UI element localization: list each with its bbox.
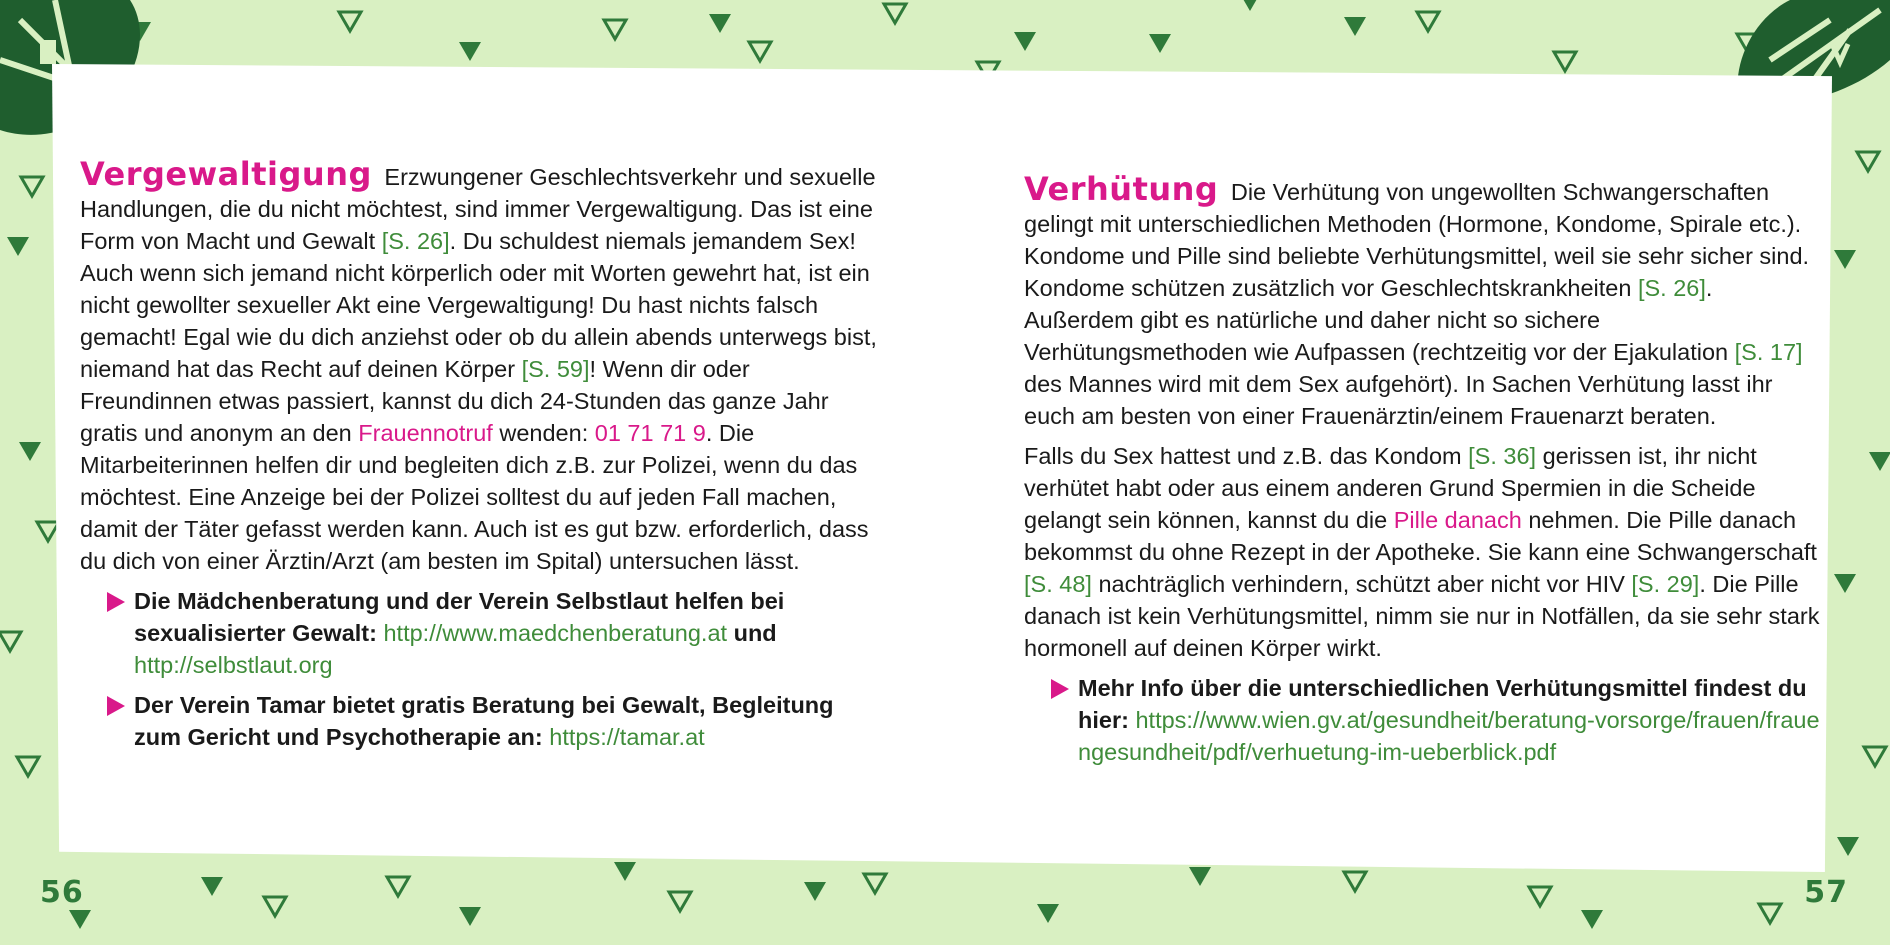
resource-list	[1024, 672, 1824, 768]
triangle-decoration	[1554, 52, 1576, 71]
triangle-decoration	[1149, 34, 1171, 53]
phone-number[interactable]: 01 71 71 9	[594, 420, 706, 446]
triangle-decoration	[37, 522, 59, 541]
page-number-right: 57	[1804, 875, 1848, 910]
triangle-decoration	[21, 177, 43, 196]
page-reference[interactable]: [S. 59]	[521, 356, 590, 382]
triangle-decoration	[0, 632, 21, 651]
arrow-right-icon	[107, 592, 125, 612]
triangle-decoration	[709, 14, 731, 33]
highlight-term: Frauennotruf	[358, 420, 493, 446]
arrow-right-icon	[107, 696, 125, 716]
page-reference[interactable]: [S. 26]	[1637, 275, 1706, 301]
entry-term: Verhütung	[1024, 170, 1219, 208]
triangle-decoration	[884, 4, 906, 23]
entry-term: Vergewaltigung	[80, 155, 372, 193]
entry-verhuetung	[1024, 170, 1824, 776]
link-selbstlaut[interactable]: http://selbstlaut.org	[134, 652, 333, 678]
link-wien-verhuetung[interactable]: https://www.wien.gv.at/gesundheit/beratung-vorsorge/frauen/frauengesundheit/pdf/verhuetung-im-ueberblick.pdf	[1078, 707, 1820, 765]
page-reference[interactable]: [S. 36]	[1468, 443, 1537, 469]
entry-paragraph: Vergewaltigung Erzwungener Geschlechtsverkehr und sexuelle Handlungen, die du nicht möchtest, sind immer Vergewaltigung. Das ist eine Form von Macht und Gewalt [S. 26]. Du schuldest niemals jemandem Sex! Auch wenn sich jemand nicht körperlich oder mit Worten gewehrt hat, ist ein nicht gewollter sexueller Akt eine Vergewaltigung! Du hast nichts falsch gemacht! Egal wie du dich anziehst oder ob du allein abends unterwegs bist, niemand hat das Recht auf deinen Körper [S. 59]! Wenn dir oder Freundinnen etwas passiert, kannst du dich 24-Stunden das ganze Jahr gratis und anonym an den Frauennotruf wenden: 01 71 71 9. Die Mitarbeiterinnen helfen dir und begleiten dich z.B. zur Polizei, wenn du das möchtest. Eine Anzeige bei der Polizei solltest du auf jeden Fall machen, damit der Täter gefasst werden kann. Auch ist es gut bzw. erforderlich, dass du dich von einer Ärztin/Arzt (am besten im Spital) untersuchen lässt.	[80, 155, 877, 574]
triangle-decoration	[19, 442, 41, 461]
triangle-decoration	[1014, 32, 1036, 51]
triangle-decoration	[804, 882, 826, 901]
triangle-decoration	[1344, 872, 1366, 891]
resource-item: Der Verein Tamar bietet gratis Beratung bei Gewalt, Begleitung zum Gericht und Psychotherapie an: https://tamar.at	[134, 689, 880, 753]
resource-item: Die Mädchenberatung und der Verein Selbstlaut helfen bei sexualisierter Gewalt: http://www.maedchenberatung.at und http://selbstlaut.org	[134, 585, 880, 681]
triangle-decoration	[1529, 887, 1551, 906]
triangle-decoration	[1834, 250, 1856, 269]
page-reference[interactable]: [S. 17]	[1734, 339, 1803, 365]
link-maedchenberatung[interactable]: http://www.maedchenberatung.at	[383, 620, 728, 646]
triangle-decoration	[1864, 747, 1886, 766]
triangle-decoration	[459, 907, 481, 926]
resource-item: Mehr Info über die unterschiedlichen Verhütungsmittel findest du hier: https://www.wien.gv.at/gesundheit/beratung-vorsorge/frauen/frauengesundheit/pdf/verhuetung-im-ueberblick.pdf	[1078, 672, 1824, 768]
triangle-decoration	[459, 42, 481, 61]
triangle-decoration	[1189, 867, 1211, 886]
entry-paragraph: Verhütung Die Verhütung von ungewollten Schwangerschaften gelingt mit unterschiedlichen Methoden (Hormone, Kondome, Spirale etc.). Kondome und Pille sind beliebte Verhütungsmittel, weil sie sehr sicher sind. Kondome schützen zusätzlich vor Geschlechtskrankheiten [S. 26]. Außerdem gibt es natürliche und daher nicht so sichere Verhütungsmethoden wie Aufpassen (rechtzeitig vor der Ejakulation [S. 17] des Mannes wird mit dem Sex aufgehört). In Sachen Verhütung lasst ihr euch am besten von einer Frauenärztin/einem Frauenarzt beraten.	[1024, 170, 1810, 429]
page-number-left: 56	[40, 875, 84, 910]
entry-vergewaltigung	[80, 155, 880, 761]
highlight-term: Pille danach	[1393, 507, 1522, 533]
triangle-decoration	[604, 20, 626, 39]
triangle-decoration	[17, 757, 39, 776]
triangle-decoration	[614, 862, 636, 881]
triangle-decoration	[749, 42, 771, 61]
triangle-decoration	[669, 892, 691, 911]
triangle-decoration	[1239, 0, 1261, 11]
triangle-decoration	[387, 877, 409, 896]
resource-list	[80, 585, 880, 753]
page-reference[interactable]: [S. 29]	[1631, 571, 1700, 597]
page-reference[interactable]: [S. 26]	[381, 228, 450, 254]
arrow-right-icon	[1051, 679, 1069, 699]
triangle-decoration	[264, 897, 286, 916]
triangle-decoration	[7, 237, 29, 256]
triangle-decoration	[1834, 574, 1856, 593]
triangle-decoration	[1581, 910, 1603, 929]
triangle-decoration	[864, 874, 886, 893]
entry-paragraph: Falls du Sex hattest und z.B. das Kondom [S. 36] gerissen ist, ihr nicht verhütet habt oder aus einem anderen Grund Spermien in die Scheide gelangt sein können, kannst du die Pille danach nehmen. Die Pille danach bekommst du ohne Rezept in der Apotheke. Sie kann eine Schwangerschaft [S. 48] nachträglich verhindern, schützt aber nicht vor HIV [S. 29]. Die Pille danach ist kein Verhütungsmittel, nimm sie nur in Notfällen, da sie sehr stark hormonell auf deinen Körper wirkt.	[1024, 443, 1820, 661]
page-reference[interactable]: [S. 48]	[1024, 571, 1092, 597]
triangle-decoration	[339, 12, 361, 31]
triangle-decoration	[69, 910, 91, 929]
triangle-decoration	[1344, 17, 1366, 36]
triangle-decoration	[1759, 904, 1781, 923]
triangle-decoration	[1857, 152, 1879, 171]
triangle-decoration	[201, 877, 223, 896]
triangle-decoration	[1869, 452, 1890, 471]
triangle-decoration	[1037, 904, 1059, 923]
triangle-decoration	[1837, 837, 1859, 856]
triangle-decoration	[1417, 12, 1439, 31]
link-tamar[interactable]: https://tamar.at	[549, 724, 705, 750]
